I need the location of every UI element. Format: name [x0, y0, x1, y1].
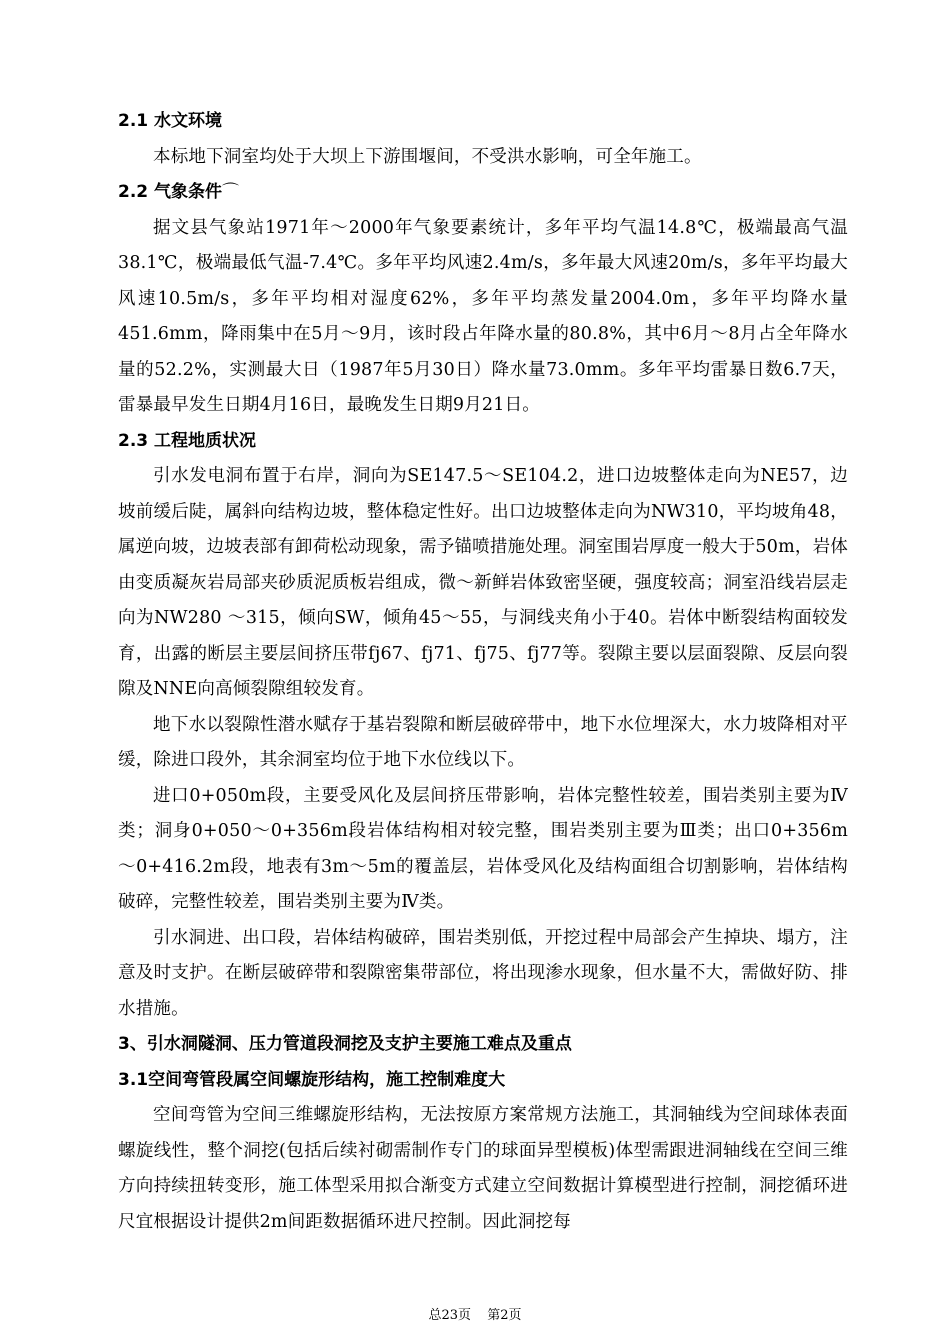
section-heading: 2.2 气象条件⌒	[118, 182, 240, 202]
paragraph: 本标地下洞室均处于大坝上下游围堰间，不受洪水影响，可全年施工。	[153, 146, 702, 167]
paragraph: 据文县气象站1971年～2000年气象要素统计，多年平均气温14.8℃，极端最高气温38.1℃，极端最低气温-7.4℃。多年平均风速2.4m/s，多年最大风速20m/s，多年平均最大风速10.5m/s，多年平均相对湿度62%，多年平均蒸发量2004.0m，多年平均降水量451.6mm，降雨集中在5月～9月，该时段占年降水量的80.8%，其中6月～8月占全年降水量的52.2%，实测最大日（1987年5月30日）降水量73.0mm。多年平均雷暴日数6.7天，雷暴最早发生日期4月16日，最晚发生日期9月21日。	[118, 217, 848, 415]
chapter-heading: 3、引水洞隧洞、压力管道段洞挖及支护主要施工难点及重点	[118, 1034, 572, 1054]
paragraph: 引水发电洞布置于右岸，洞向为SE147.5～SE104.2，进口边坡整体走向为NE57，边坡前缓后陡，属斜向结构边坡，整体稳定性好。出口边坡整体走向为NW310，平均坡角48，属逆向坡，边坡表部有卸荷松动现象，需予锚喷措施处理。洞室围岩厚度一般大于50m，岩体由变质凝灰岩局部夹砂质泥质板岩组成，微～新鲜岩体致密坚硬，强度较高；洞室沿线岩层走向为NW280 ～315，倾向SW，倾角45～55，与洞线夹角小于40。岩体中断裂结构面较发育，出露的断层主要层间挤压带fj67、fj71、fj75、fj77等。裂隙主要以层面裂隙、反层向裂隙及NNE向高倾裂隙组较发育。	[118, 466, 848, 699]
document-body	[118, 104, 848, 1240]
section-heading: 2.1 水文环境	[118, 111, 223, 131]
page-footer	[0, 1304, 950, 1323]
paragraph: 进口0+050m段，主要受风化及层间挤压带影响，岩体完整性较差，围岩类别主要为Ⅳ类；洞身0+050～0+356m段岩体结构相对较完整，围岩类别主要为Ⅲ类；出口0+356m ～0+416.2m段，地表有3m～5m的覆盖层，岩体受风化及结构面组合切割影响，岩体结构破碎，完整性较差，围岩类别主要为Ⅳ类。	[118, 785, 848, 912]
paragraph: 空间弯管为空间三维螺旋形结构，无法按原方案常规方法施工，其洞轴线为空间球体表面螺旋线性，整个洞挖(包括后续衬砌需制作专门的球面异型模板)体型需跟进洞轴线在空间三维方向持续扭转变形，施工体型采用拟合渐变方式建立空间数据计算模型进行控制，洞挖循环进尺宜根据设计提供2m间距数据循环进尺控制。因此洞挖每	[118, 1105, 848, 1232]
edit-mark-icon: ⌒	[222, 182, 240, 202]
page-number: 第2页	[487, 1308, 522, 1323]
paragraph: 引水洞进、出口段，岩体结构破碎，围岩类别低，开挖过程中局部会产生掉块、塌方，注意及时支护。在断层破碎带和裂隙密集带部位，将出现渗水现象，但水量不大，需做好防、排水措施。	[118, 927, 848, 1019]
paragraph: 地下水以裂隙性潜水赋存于基岩裂隙和断层破碎带中，地下水位埋深大，水力坡降相对平缓，除进口段外，其余洞室均位于地下水位线以下。	[118, 714, 848, 770]
section-heading: 3.1空间弯管段属空间螺旋形结构，施工控制难度大	[118, 1069, 506, 1090]
section-heading: 2.3 工程地质状况	[118, 430, 257, 451]
total-pages: 总23页	[428, 1308, 472, 1323]
